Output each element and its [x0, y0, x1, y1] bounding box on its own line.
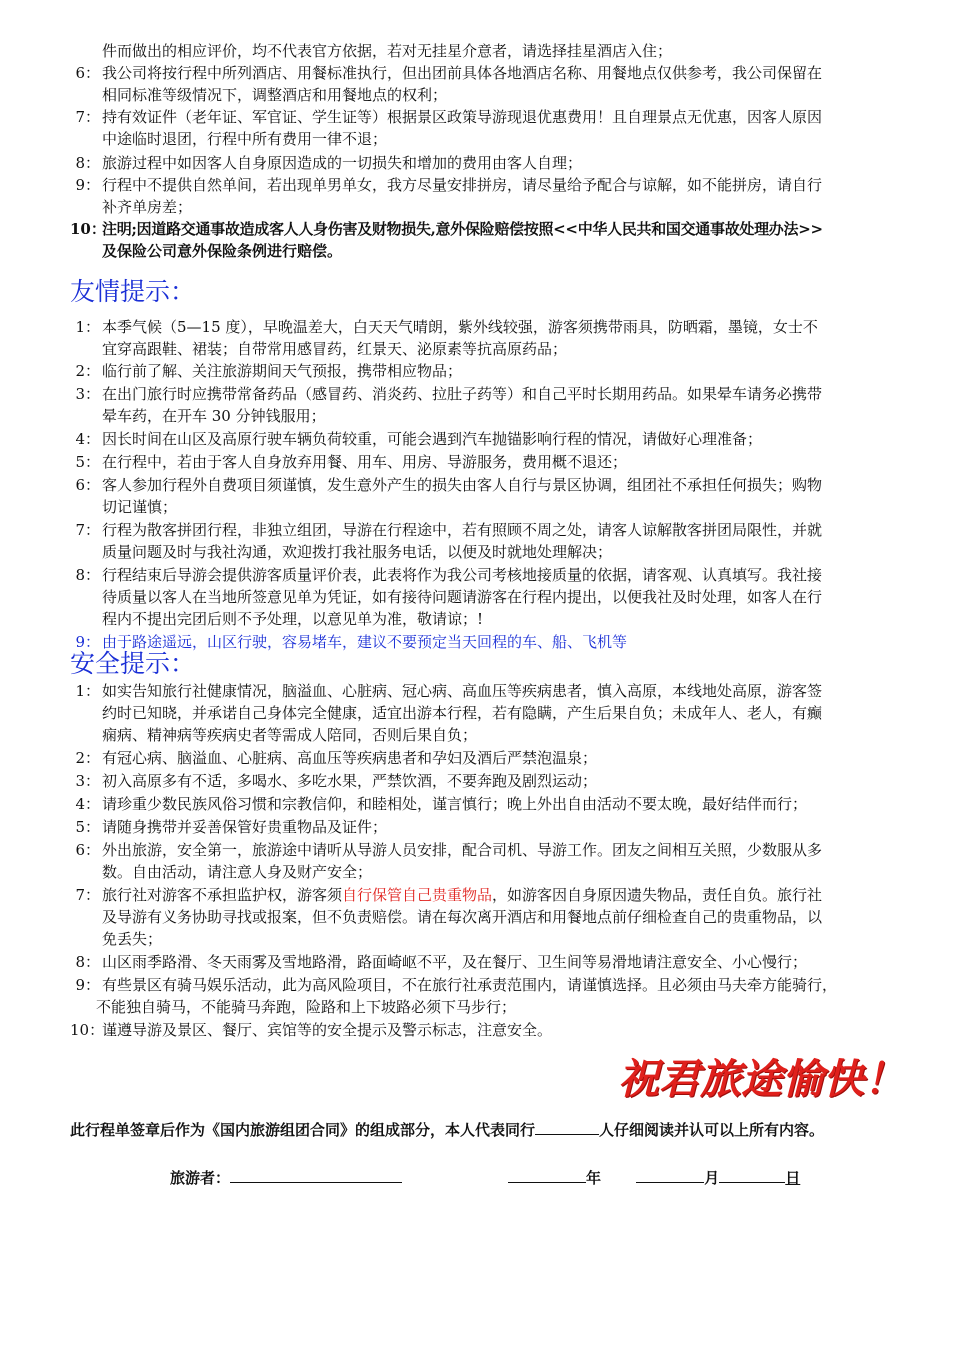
item-number: 5： [75, 818, 100, 836]
friendly-item-7: 7： 行程为散客拼团行程，非独立组团，导游在行程途中，若有照顾不周之处，请客人谅解散客拼团局限性，并就 质量问题及时与我社沟通，欢迎拨打我社服务电话，以便及时就地处理解决； [70, 519, 930, 563]
item-number: 6： [75, 841, 100, 859]
item-number: 9： [75, 633, 100, 651]
friendly-item-6: 6： 客人参加行程外自费项目须谨慎，发生意外产生的损失由客人自行与景区协调，组团社不承担任何损失；购物 切记谨慎； [70, 474, 930, 518]
tourist-signature-field[interactable] [230, 1166, 402, 1183]
item-number: 9： [75, 176, 100, 194]
item-number: 1： [75, 318, 100, 336]
item-number: 10： [70, 1021, 105, 1039]
item-number: 7： [75, 521, 100, 539]
item-number: 8： [75, 154, 100, 172]
notes-item-6: 6： 我公司将按行程中所列酒店、用餐标准执行，但出团前具体各地酒店名称、用餐地点仅供参考，我公司保留在 相同标准等级情况下，调整酒店和用餐地点的权利； [70, 62, 930, 106]
safety-item-10: 10： 谨遵导游及景区、餐厅、宾馆等的安全提示及警示标志，注意安全。 [70, 1021, 553, 1039]
tourist-signature: 旅游者： [170, 1166, 402, 1189]
notes-item-7: 7： 持有效证件（老年证、军官证、学生证等）根据景区政策导游现退优惠费用！且自理景点无优惠，因客人原因 中途临时退团，行程中所有费用一律不退； [70, 106, 930, 150]
friendly-item-3: 3： 在出门旅行时应携带常备药品（感冒药、消炎药、拉肚子药等）和自己平时长期用药品。如果晕车请务必携带 晕车药，在开车 30 分钟钱服用； [70, 383, 930, 427]
safety-tips-heading: 安全提示： [70, 649, 196, 678]
item-number: 8： [75, 953, 100, 971]
item-number: 5： [75, 453, 100, 471]
month-field[interactable] [636, 1166, 704, 1183]
friendly-item-8: 8： 行程结束后导游会提供游客质量评价表，此表将作为我公司考核地接质量的依据，请客观、认真填写。我社接 待质量以客人在当地所签意见单为凭证，如有接待问题请游客在行程内提出，以便我社及时处理，如客人在行 程内不提出完团后则不予处理，以意见单为准，敬请谅；! [70, 564, 930, 630]
safety-item-1: 1： 如实告知旅行社健康情况，脑溢血、心脏病、冠心病、高血压等疾病患者，慎入高原，本线地处高原，游客签 约时已知晓，并承诺自己身体完全健康，适宜出游本行程，若有隐瞒，产生后果自负；未成年人、老人，有癫 痫病、精神病等疾病史者等需成人陪同，否则后果自负； [70, 680, 930, 746]
item-number: 4： [75, 795, 100, 813]
safety-item-9: 9： 有些景区有骑马娱乐活动，此为高风险项目，不在旅行社承责范围内，请谨慎选择。且必须由马夫牵方能骑行， 不能独自骑马，不能骑马奔跑，险路和上下坡路必须下马步行； [70, 974, 930, 1018]
day-field[interactable] [719, 1166, 785, 1183]
friendly-item-5: 5： 在行程中，若由于客人自身放弃用餐、用车、用房、导游服务，费用概不退还； [70, 451, 930, 473]
friendly-item-1: 1： 本季气候（5—15 度），早晚温差大，白天天气晴朗，紫外线较强，游客须携带雨具，防晒霜，墨镜，女士不 宜穿高跟鞋、裙装；自带常用感冒药，红景天、泌原素等抗高原药品； [70, 316, 930, 360]
item-number: 7： [75, 108, 100, 126]
safety-item-3: 3： 初入高原多有不适，多喝水、多吃水果，严禁饮酒，不要奔跑及剧烈运动； [70, 770, 930, 792]
continuation-text: 件而做出的相应评价，均不代表官方依据，若对无挂星介意者，请选择挂星酒店入住； [102, 42, 673, 60]
companion-count-field[interactable] [535, 1118, 599, 1135]
item-number: 4： [75, 430, 100, 448]
safety-item-4: 4： 请珍重少数民族风俗习惯和宗教信仰，和睦相处，谨言慎行；晚上外出自由活动不要太晚，最好结伴而行； [70, 793, 930, 815]
highlight-valuables: 自行保管自己贵重物品 [342, 886, 493, 904]
notes-item-8: 8： 旅游过程中如因客人自身原因造成的一切损失和增加的费用由客人自理； [70, 152, 930, 174]
item-number: 1： [75, 682, 100, 700]
item-number: 3： [75, 385, 100, 403]
item-number: 7： [75, 886, 100, 904]
item-number: 2： [75, 362, 100, 380]
friendly-item-4: 4： 因长时间在山区及高原行驶车辆负荷较重，可能会遇到汽车抛锚影响行程的情况，请做好心理准备； [70, 428, 930, 450]
friendly-item-2: 2： 临行前了解、关注旅游期间天气预报，携带相应物品； [70, 360, 930, 382]
item-number: 8： [75, 566, 100, 584]
item-number: 6： [75, 64, 100, 82]
safety-item-5: 5： 请随身携带并妥善保管好贵重物品及证件； [70, 816, 930, 838]
safety-item-7: 7： 旅行社对游客不承担监护权，游客须自行保管自己贵重物品，如游客因自身原因遗失物品，责任自负。旅行社 及导游有义务协助寻找或报案，但不负责赔偿。请在每次离开酒店和用餐地点前仔细检查自己的贵重物品，以 免丢失； [70, 884, 930, 950]
item-number: 9： [75, 976, 100, 994]
item-number: 6： [75, 476, 100, 494]
item-number: 3： [75, 772, 100, 790]
safety-item-6: 6： 外出旅游，安全第一，旅游途中请听从导游人员安排，配合司机、导游工作。团友之间相互关照，少数服从多 数。自由活动，请注意人身及财产安全； [70, 839, 930, 883]
notes-item-10: 10： 注明;因道路交通事故造成客人人身伤害及财物损失,意外保险赔偿按照<<中华人民共和国交通事故处理办法>> 及保险公司意外保险条例进行赔偿。 [70, 220, 823, 260]
item-number: 2： [75, 749, 100, 767]
date-signature: 年 月 日 [508, 1166, 800, 1189]
notes-item-9: 9： 行程中不提供自然单间，若出现单男单女，我方尽量安排拼房，请尽量给予配合与谅解，如不能拼房，请自行 补齐单房差； [70, 174, 930, 218]
friendly-tips-heading: 友情提示： [70, 277, 196, 306]
safety-item-2: 2： 有冠心病、脑溢血、心脏病、高血压等疾病患者和孕妇及酒后严禁泡温泉； [70, 747, 930, 769]
safety-item-8: 8： 山区雨季路滑、冬天雨雾及雪地路滑，路面崎岖不平，及在餐厅、卫生间等易滑地请注意安全、小心慢行； [70, 951, 930, 973]
contract-statement: 此行程单签章后作为《国内旅游组团合同》的组成部分，本人代表同行 人仔细阅读并认可以上所有内容。 [70, 1118, 824, 1141]
friendly-item-9: 9： 由于路途遥远，山区行驶，容易堵车，建议不要预定当天回程的车、船、飞机等 [70, 631, 930, 653]
year-field[interactable] [508, 1166, 586, 1183]
item-number: 10： [70, 220, 106, 238]
closing-greeting: 祝君旅途愉快！ [618, 1055, 905, 1103]
